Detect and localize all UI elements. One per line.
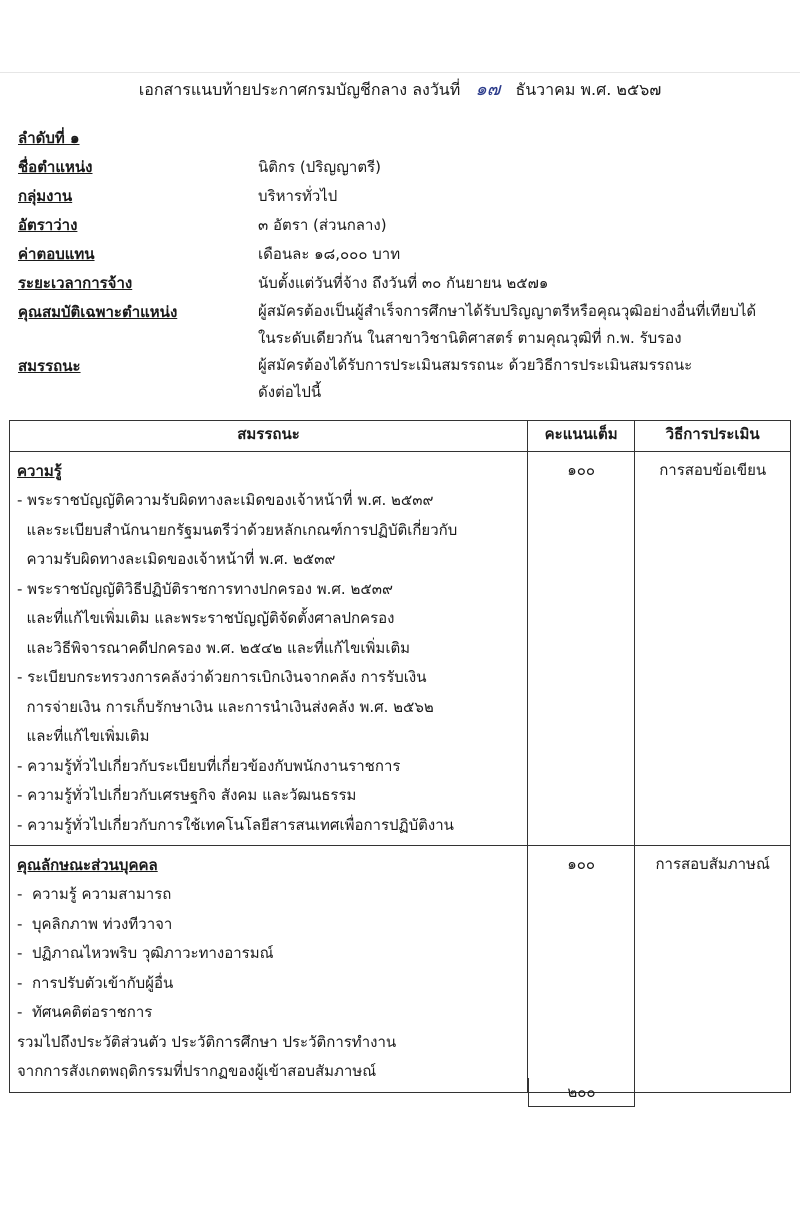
document-header — [0, 74, 800, 103]
info-row-group — [18, 182, 788, 211]
info-label: ระยะเวลาการจ้าง — [18, 274, 133, 292]
info-value: ๓ อัตรา (ส่วนกลาง) — [258, 216, 387, 234]
info-label: อัตราว่าง — [18, 216, 78, 234]
list-item: การจ่ายเงิน การเก็บรักษาเงิน และการนำเงินส่งคลัง พ.ศ. ๒๕๖๒ — [17, 697, 434, 716]
info-value: บริหารทั่วไป — [258, 187, 338, 205]
competency-cell — [10, 846, 528, 1093]
scan-edge — [0, 72, 800, 73]
column-header-method: วิธีการประเมิน — [635, 421, 791, 452]
order-row — [18, 124, 788, 153]
info-value: นับตั้งแต่วันที่จ้าง ถึงวันที่ ๓๐ กันยายน ๒๕๗๑ — [258, 274, 549, 292]
info-label: กลุ่มงาน — [18, 187, 73, 205]
competency-list — [11, 847, 526, 1091]
order-label: ลำดับที่ ๑ — [18, 129, 80, 147]
list-item: - ปฏิภาณไหวพริบ วุฒิภาวะทางอารมณ์ — [17, 944, 274, 962]
column-header-competency: สมรรถนะ — [10, 421, 528, 452]
list-item: จากการสังเกตพฤติกรรมที่ปรากฏของผู้เข้าสอบสัมภาษณ์ — [17, 1062, 377, 1080]
competency-list — [11, 453, 526, 844]
competency-table — [9, 420, 791, 1093]
list-item: - พระราชบัญญัติวิธีปฏิบัติราชการทางปกครอง พ.ศ. ๒๕๓๙ — [17, 579, 393, 598]
total-score: ๒๐๐ — [528, 1078, 635, 1107]
info-row-competency — [18, 352, 788, 406]
header-title: เอกสารแนบท้ายประกาศกรมบัญชีกลาง ลงวันที่ — [138, 80, 461, 99]
list-item: และวิธีพิจารณาคดีปกครอง พ.ศ. ๒๕๔๒ และที่แก้ไขเพิ่มเติม — [17, 638, 411, 657]
list-item: - ความรู้ทั่วไปเกี่ยวกับเศรษฐกิจ สังคม และวัฒนธรรม — [17, 786, 357, 804]
list-item: และที่แก้ไขเพิ่มเติม — [17, 727, 150, 745]
position-info — [18, 124, 788, 406]
info-value-line: ผู้สมัครต้องได้รับการประเมินสมรรถนะ ด้วยวิธีการประเมินสมรรถนะ — [258, 356, 693, 374]
info-row-qualification — [18, 298, 788, 352]
info-label: สมรรถนะ — [18, 357, 81, 375]
list-item: - ความรู้ทั่วไปเกี่ยวกับระเบียบที่เกี่ยวข้องกับพนักงานราชการ — [17, 756, 401, 775]
list-item: และที่แก้ไขเพิ่มเติม และพระราชบัญญัติจัดตั้งศาลปกครอง — [17, 609, 395, 627]
list-item: รวมไปถึงประวัติส่วนตัว ประวัติการศึกษา ประวัติการทำงาน — [17, 1032, 397, 1051]
method-cell: การสอบข้อเขียน — [635, 452, 791, 846]
list-item: และระเบียบสำนักนายกรัฐมนตรีว่าด้วยหลักเกณฑ์การปฏิบัติเกี่ยวกับ — [17, 520, 458, 539]
section-heading: คุณลักษณะส่วนบุคคล — [17, 856, 158, 874]
info-row-position — [18, 153, 788, 182]
list-item: - ความรู้ ความสามารถ — [17, 885, 172, 903]
list-item: - พระราชบัญญัติความรับผิดทางละเมิดของเจ้าหน้าที่ พ.ศ. ๒๕๓๙ — [17, 491, 434, 509]
list-item: - การปรับตัวเข้ากับผู้อื่น — [17, 973, 174, 992]
score-cell: ๑๐๐ — [528, 846, 635, 1093]
table-header-row — [10, 421, 791, 452]
list-item: - ความรู้ทั่วไปเกี่ยวกับการใช้เทคโนโลยีสารสนเทศเพื่อการปฏิบัติงาน — [17, 815, 454, 834]
info-label: ค่าตอบแทน — [18, 245, 95, 263]
info-value: นิติกร (ปริญญาตรี) — [258, 158, 381, 176]
info-row-vacancy — [18, 211, 788, 240]
method-cell: การสอบสัมภาษณ์ — [635, 846, 791, 1093]
section-heading: ความรู้ — [17, 462, 62, 480]
info-value-line: ผู้สมัครต้องเป็นผู้สำเร็จการศึกษาได้รับปริญญาตรีหรือคุณวุฒิอย่างอื่นที่เทียบได้ — [258, 302, 757, 320]
score-cell: ๑๐๐ — [528, 452, 635, 846]
info-label: คุณสมบัติเฉพาะตำแหน่ง — [18, 303, 178, 321]
info-label: ชื่อตำแหน่ง — [18, 158, 93, 176]
info-value-line: ในระดับเดียวกัน ในสาขาวิชานิติศาสตร์ ตามคุณวุฒิที่ ก.พ. รับรอง — [258, 329, 682, 347]
info-value: เดือนละ ๑๘,๐๐๐ บาท — [258, 245, 401, 263]
info-value-line: ดังต่อไปนี้ — [258, 383, 322, 401]
header-month-year: ธันวาคม พ.ศ. ๒๕๖๗ — [515, 80, 662, 99]
header-day: ๑๗ — [475, 79, 501, 100]
column-header-full-score: คะแนนเต็ม — [528, 421, 635, 452]
competency-cell — [10, 452, 528, 846]
info-value — [258, 298, 788, 352]
list-item: - บุคลิกภาพ ท่วงทีวาจา — [17, 914, 173, 933]
info-value — [258, 352, 788, 406]
list-item: ความรับผิดทางละเมิดของเจ้าหน้าที่ พ.ศ. ๒๕๓๙ — [17, 550, 336, 568]
table-row — [10, 452, 791, 846]
table-row — [10, 846, 791, 1093]
info-row-period — [18, 269, 788, 298]
list-item: - ระเบียบกระทรวงการคลังว่าด้วยการเบิกเงินจากคลัง การรับเงิน — [17, 668, 427, 686]
list-item: - ทัศนคติต่อราชการ — [17, 1003, 153, 1021]
info-row-salary — [18, 240, 788, 269]
